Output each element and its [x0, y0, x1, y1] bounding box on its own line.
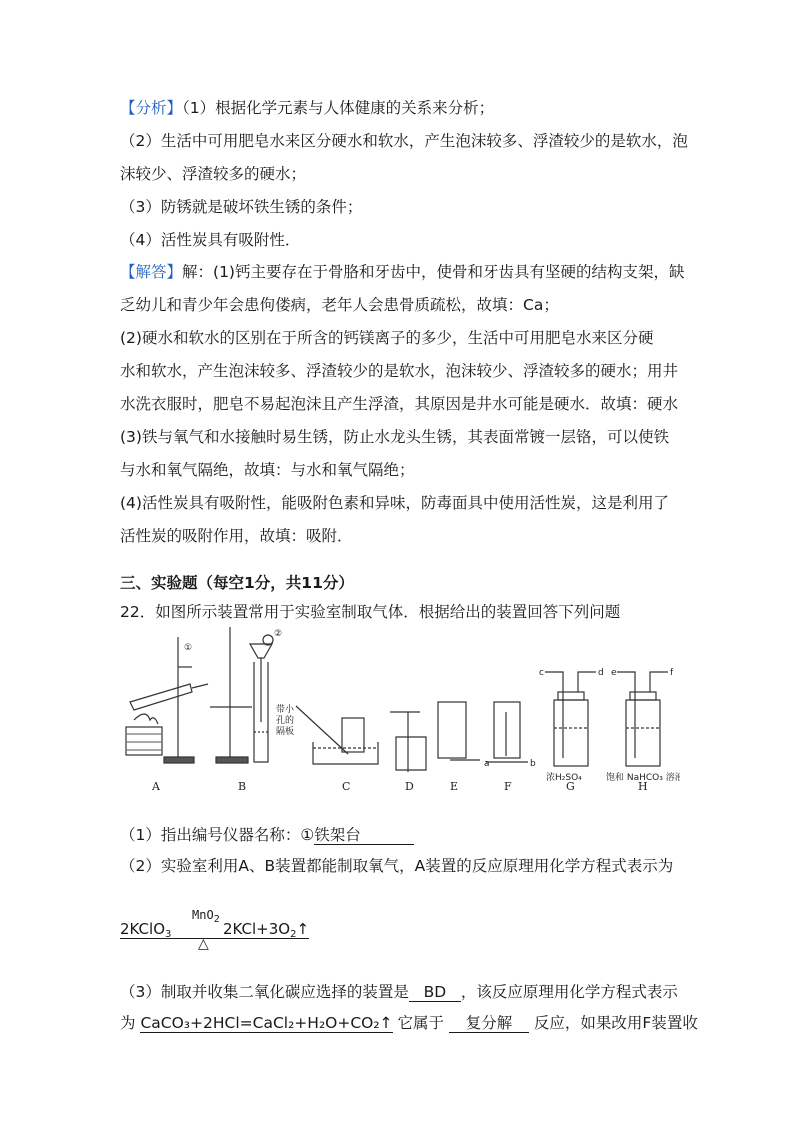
- svg-text:b: b: [530, 759, 536, 769]
- q2-line: （2）实验室利用A、B装置都能制取氧气，A装置的反应原理用化学方程式表示为: [120, 857, 674, 875]
- svg-text:D: D: [405, 780, 414, 793]
- q3-answer-devices: BD: [409, 983, 461, 1002]
- svg-text:A: A: [152, 780, 160, 793]
- analysis-line-5: （4）活性炭具有吸附性．: [120, 231, 301, 249]
- solution-line-4: 水和软水，产生泡沫较多、浮渣较少的是软水，泡沫较少、浮渣较多的硬水；用井: [120, 362, 679, 380]
- heat-symbol: △: [198, 936, 209, 952]
- svg-text:f: f: [670, 668, 674, 678]
- solution-line-6: (3)铁与氧气和水接触时易生锈，防止水龙头生锈，其表面常镀一层铬，可以使铁: [120, 428, 669, 446]
- a-lamp: [126, 727, 162, 755]
- svg-text:F: F: [504, 780, 512, 793]
- solution-line-8: (4)活性炭具有吸附性，能吸附色素和异味，防毒面具中使用活性炭，这是利用了: [120, 494, 669, 512]
- e-jar: [438, 702, 466, 758]
- apparatus-figure: [120, 622, 680, 797]
- svg-text:H: H: [638, 780, 648, 793]
- svg-text:B: B: [238, 780, 247, 793]
- section-title: 三、实验题（每空1分，共11分）: [120, 574, 354, 592]
- equation-catalyst: MnO$_2$: [192, 908, 220, 925]
- svg-text:浓H₂SO₄: 浓H₂SO₄: [546, 773, 582, 783]
- svg-text:①: ①: [184, 643, 193, 653]
- analysis-tag: 【分析】: [120, 99, 183, 117]
- q1-answer: 铁架台: [314, 826, 414, 845]
- svg-text:c: c: [539, 668, 544, 678]
- q3-answer-reaction: 复分解: [449, 1014, 529, 1033]
- q3-line-2: 为 CaCO₃+2HCl=CaCl₂+H₂O+CO₂↑ 它属于 复分解 反应，如果改用F装置收: [120, 1014, 698, 1032]
- c-jar: [342, 718, 364, 752]
- analysis-line-2: （2）生活中可用肥皂水来区分硬水和软水，产生泡沫较多、浮渣较少的是软水，泡: [120, 132, 688, 150]
- solution-line-3: (2)硬水和软水的区别在于所含的钙镁离子的多少，生活中可用肥皂水来区分硬: [120, 329, 654, 347]
- svg-text:e: e: [611, 668, 617, 678]
- apparatus-diagram: [120, 622, 680, 797]
- q1-line: （1）指出编号仪器名称：①铁架台: [120, 825, 700, 845]
- svg-text:隔板: 隔板: [276, 727, 295, 737]
- svg-text:G: G: [566, 780, 575, 793]
- analysis-line-4: （3）防锈就是破坏铁生锈的条件；: [120, 198, 363, 216]
- solution-line-9: 活性炭的吸附作用，故填：吸附．: [120, 527, 353, 545]
- solution-tag: 【解答】: [120, 263, 183, 281]
- c-trough: [313, 742, 378, 764]
- solution-line-1: 【解答】解：(1)钙主要存在于骨胳和牙齿中，使骨和牙齿具有坚硬的结构支架，缺: [120, 263, 685, 281]
- d-bottle: [390, 712, 426, 772]
- solution-line-5: 水洗衣服时，肥皂不易起泡沫且产生浮渣，其原因是井水可能是硬水．故填：硬水: [120, 395, 679, 413]
- q3-equation: CaCO₃+2HCl=CaCl₂+H₂O+CO₂↑: [140, 1014, 393, 1032]
- svg-text:E: E: [450, 780, 459, 793]
- svg-text:带小: 带小: [276, 705, 295, 715]
- svg-text:饱和 NaHCO₃ 溶液: 饱和 NaHCO₃ 溶液: [606, 773, 680, 783]
- b-funnel: [250, 644, 272, 658]
- solution-line-7: 与水和氧气隔绝，故填：与水和氧气隔绝；: [120, 461, 415, 479]
- g-bottle: [554, 700, 588, 766]
- analysis-line-3: 沫较少、浮渣较多的硬水；: [120, 165, 307, 183]
- question-stem: 22．如图所示装置常用于实验室制取气体．根据给出的装置回答下列问题: [120, 603, 621, 621]
- svg-text:②: ②: [274, 629, 283, 639]
- equation-kclo3: 2KClO$_3$ $2KCl+3O_2↑$ MnO$_2$ △: [120, 908, 310, 952]
- c-tube: [296, 706, 348, 754]
- f-jar: [494, 702, 520, 758]
- analysis-line-1: 【分析】（1）根据化学元素与人体健康的关系来分析；: [120, 99, 495, 117]
- svg-text:d: d: [598, 668, 604, 678]
- q3-line-1: （3）制取并收集二氧化碳应选择的装置是 BD ，该反应原理用化学方程式表示: [120, 983, 678, 1001]
- solution-line-2: 乏幼儿和青少年会患佝偻病，老年人会患骨质疏松，故填：Ca；: [120, 296, 559, 314]
- svg-text:a: a: [484, 759, 490, 769]
- h-bottle: [626, 700, 660, 766]
- a-stand-base: [164, 757, 194, 763]
- svg-text:C: C: [342, 780, 351, 793]
- svg-text:孔的: 孔的: [276, 716, 295, 726]
- a-test-tube: [130, 684, 192, 710]
- a-flame: [134, 714, 158, 724]
